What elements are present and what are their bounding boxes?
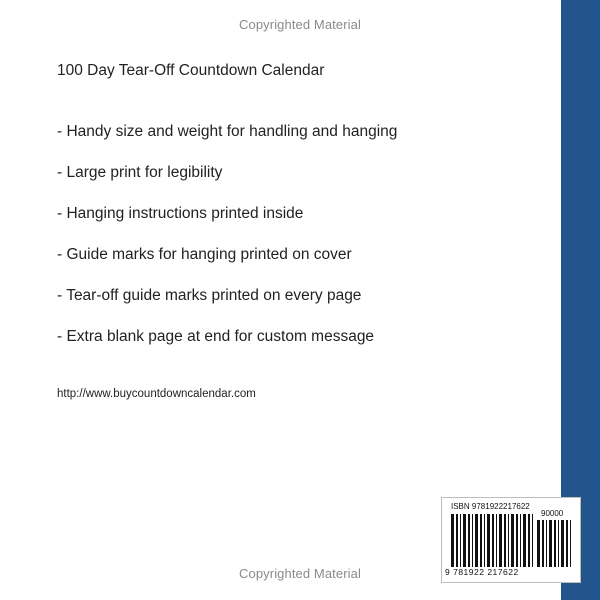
feature-item: - Tear-off guide marks printed on every page — [57, 287, 362, 304]
barcode-bar — [460, 514, 461, 567]
barcode-bar — [496, 514, 497, 567]
barcode-bar — [480, 514, 482, 567]
barcode-bar — [499, 514, 502, 567]
barcode-bar — [451, 514, 454, 567]
barcode-bar — [554, 520, 556, 567]
barcode-bar — [484, 514, 485, 567]
barcode-bar — [561, 520, 564, 567]
barcode-bar — [511, 514, 514, 567]
watermark-top: Copyrighted Material — [239, 17, 361, 32]
barcode-bar — [570, 520, 571, 567]
barcode-addon-bars — [537, 520, 575, 567]
barcode-bar — [475, 514, 478, 567]
watermark-bottom: Copyrighted Material — [239, 566, 361, 581]
barcode-bar — [468, 514, 470, 567]
barcode-bars — [451, 514, 535, 567]
feature-item: - Extra blank page at end for custom message — [57, 328, 375, 345]
book-title: 100 Day Tear-Off Countdown Calendar — [57, 62, 325, 79]
barcode-bar — [516, 514, 518, 567]
barcode-bar — [487, 514, 490, 567]
barcode-bar — [532, 514, 533, 567]
website-url[interactable]: http://www.buycountdowncalendar.com — [57, 388, 256, 400]
barcode-bar — [546, 520, 547, 567]
barcode-bar — [463, 514, 466, 567]
feature-list — [57, 122, 397, 368]
barcode-bar — [523, 514, 526, 567]
barcode-bar — [558, 520, 559, 567]
feature-item: - Handy size and weight for handling and hanging — [57, 123, 398, 140]
barcode-bar — [537, 520, 540, 567]
barcode-bar — [549, 520, 552, 567]
isbn-label: ISBN 9781922217622 — [451, 502, 530, 511]
barcode-bar — [492, 514, 494, 567]
feature-item: - Guide marks for hanging printed on cover — [57, 246, 352, 263]
barcode-bar — [528, 514, 530, 567]
barcode-bar — [542, 520, 544, 567]
barcode-bar — [504, 514, 506, 567]
barcode-addon-number: 90000 — [541, 509, 564, 518]
barcode-bar — [508, 514, 509, 567]
barcode-bar — [456, 514, 458, 567]
barcode-digits: 9 781922 217622 — [445, 567, 519, 577]
barcode-bar — [472, 514, 473, 567]
feature-item: - Large print for legibility — [57, 164, 223, 181]
barcode-bar — [520, 514, 521, 567]
feature-item: - Hanging instructions printed inside — [57, 205, 304, 222]
barcode-bar — [566, 520, 568, 567]
